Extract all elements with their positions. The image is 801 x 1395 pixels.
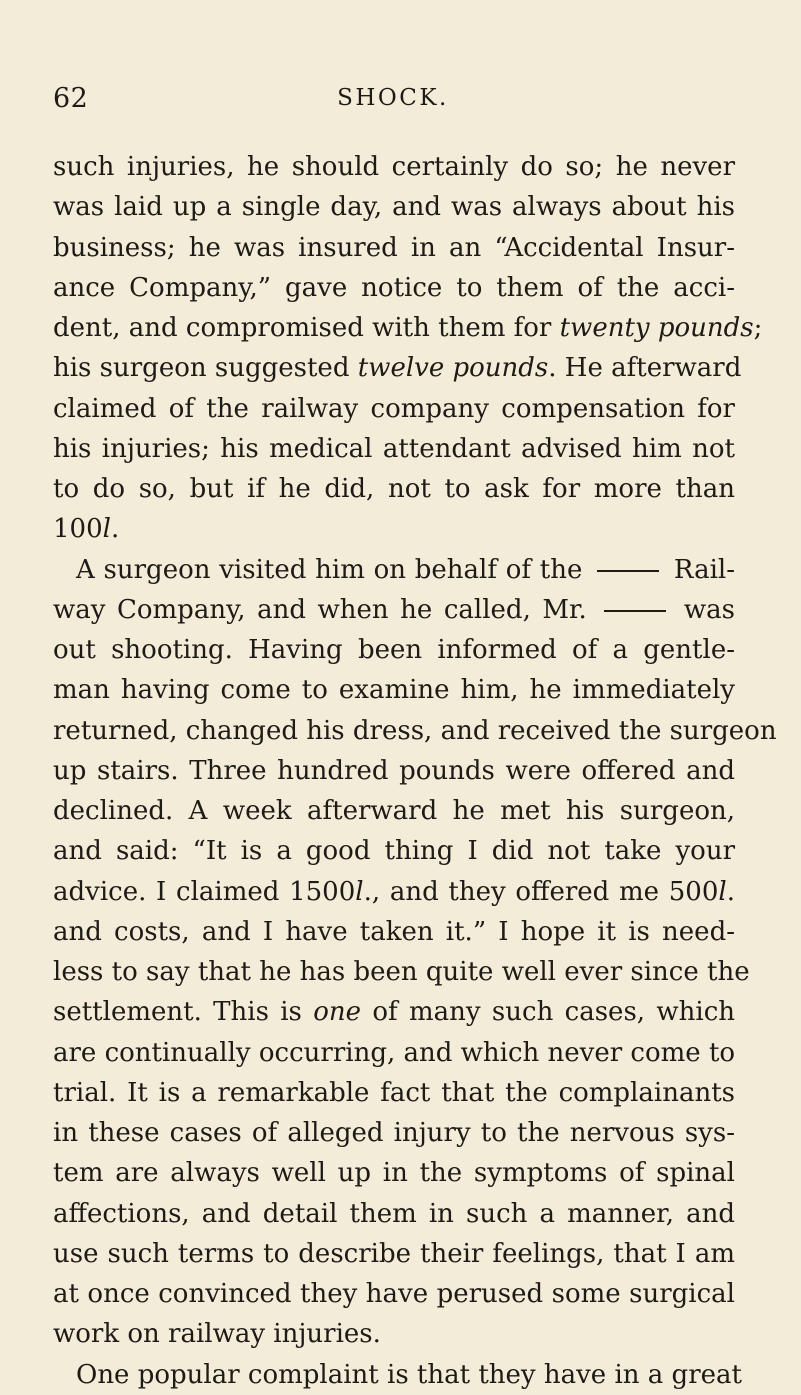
text-line: way Company, and when he called, Mr. was xyxy=(53,594,735,625)
running-head xyxy=(53,83,733,123)
text-line: business; he was insured in an “Accidental Insur- xyxy=(53,232,735,263)
text-line: settlement. This is one of many such cases, which xyxy=(53,997,736,1028)
text-line: and said: “It is a good thing I did not take your xyxy=(53,836,735,867)
text-line: man having come to examine him, he immediately xyxy=(53,675,735,706)
text-line: 100l. xyxy=(53,514,120,545)
text-line: at once convinced they have perused some surgical xyxy=(53,1279,735,1309)
text-line: less to say that he has been quite well ever since the xyxy=(53,957,750,987)
text-line: and costs, and I have taken it.” I hope it is need- xyxy=(53,916,735,947)
text-line: up stairs. Three hundred pounds were offered and xyxy=(53,755,735,786)
text-line: use such terms to describe their feelings, that I am xyxy=(53,1238,735,1269)
blank-dash xyxy=(597,570,659,572)
text-line: advice. I claimed 1500l., and they offered me 500l. xyxy=(53,876,735,907)
text-line: affections, and detail them in such a manner, and xyxy=(53,1198,735,1229)
text-line: are continually occurring, and which never come to xyxy=(53,1037,736,1068)
page-number: 62 xyxy=(53,83,89,114)
text-line: dent, and compromised with them for twenty pounds; xyxy=(53,313,763,343)
text-line: returned, changed his dress, and received the surgeon xyxy=(53,715,777,746)
body-text xyxy=(53,147,777,1395)
text-line: claimed of the railway company compensation for xyxy=(53,393,735,424)
text-line: work on railway injuries. xyxy=(53,1319,381,1350)
blank-dash xyxy=(604,610,666,612)
text-line: in these cases of alleged injury to the nervous sys- xyxy=(53,1118,735,1148)
text-line: his surgeon suggested twelve pounds. He afterward xyxy=(53,353,742,384)
text-line: trial. It is a remarkable fact that the complainants xyxy=(53,1077,735,1108)
page-heading: SHOCK. xyxy=(337,85,449,111)
text-line: tem are always well up in the symptoms of spinal xyxy=(53,1158,735,1189)
text-line: to do so, but if he did, not to ask for more than xyxy=(53,474,735,504)
text-line: ance Company,” gave notice to them of the acci- xyxy=(53,272,735,303)
text-line: One popular complaint is that they have in a great xyxy=(76,1359,742,1390)
text-line: such injuries, he should certainly do so; he never xyxy=(53,152,735,182)
text-line: declined. A week afterward he met his surgeon, xyxy=(53,796,735,826)
text-line: A surgeon visited him on behalf of the Rail- xyxy=(76,554,735,585)
text-line: was laid up a single day, and was always about his xyxy=(53,192,735,223)
text-line: out shooting. Having been informed of a gentle- xyxy=(53,635,735,665)
text-line: his injuries; his medical attendant advised him not xyxy=(53,433,735,464)
